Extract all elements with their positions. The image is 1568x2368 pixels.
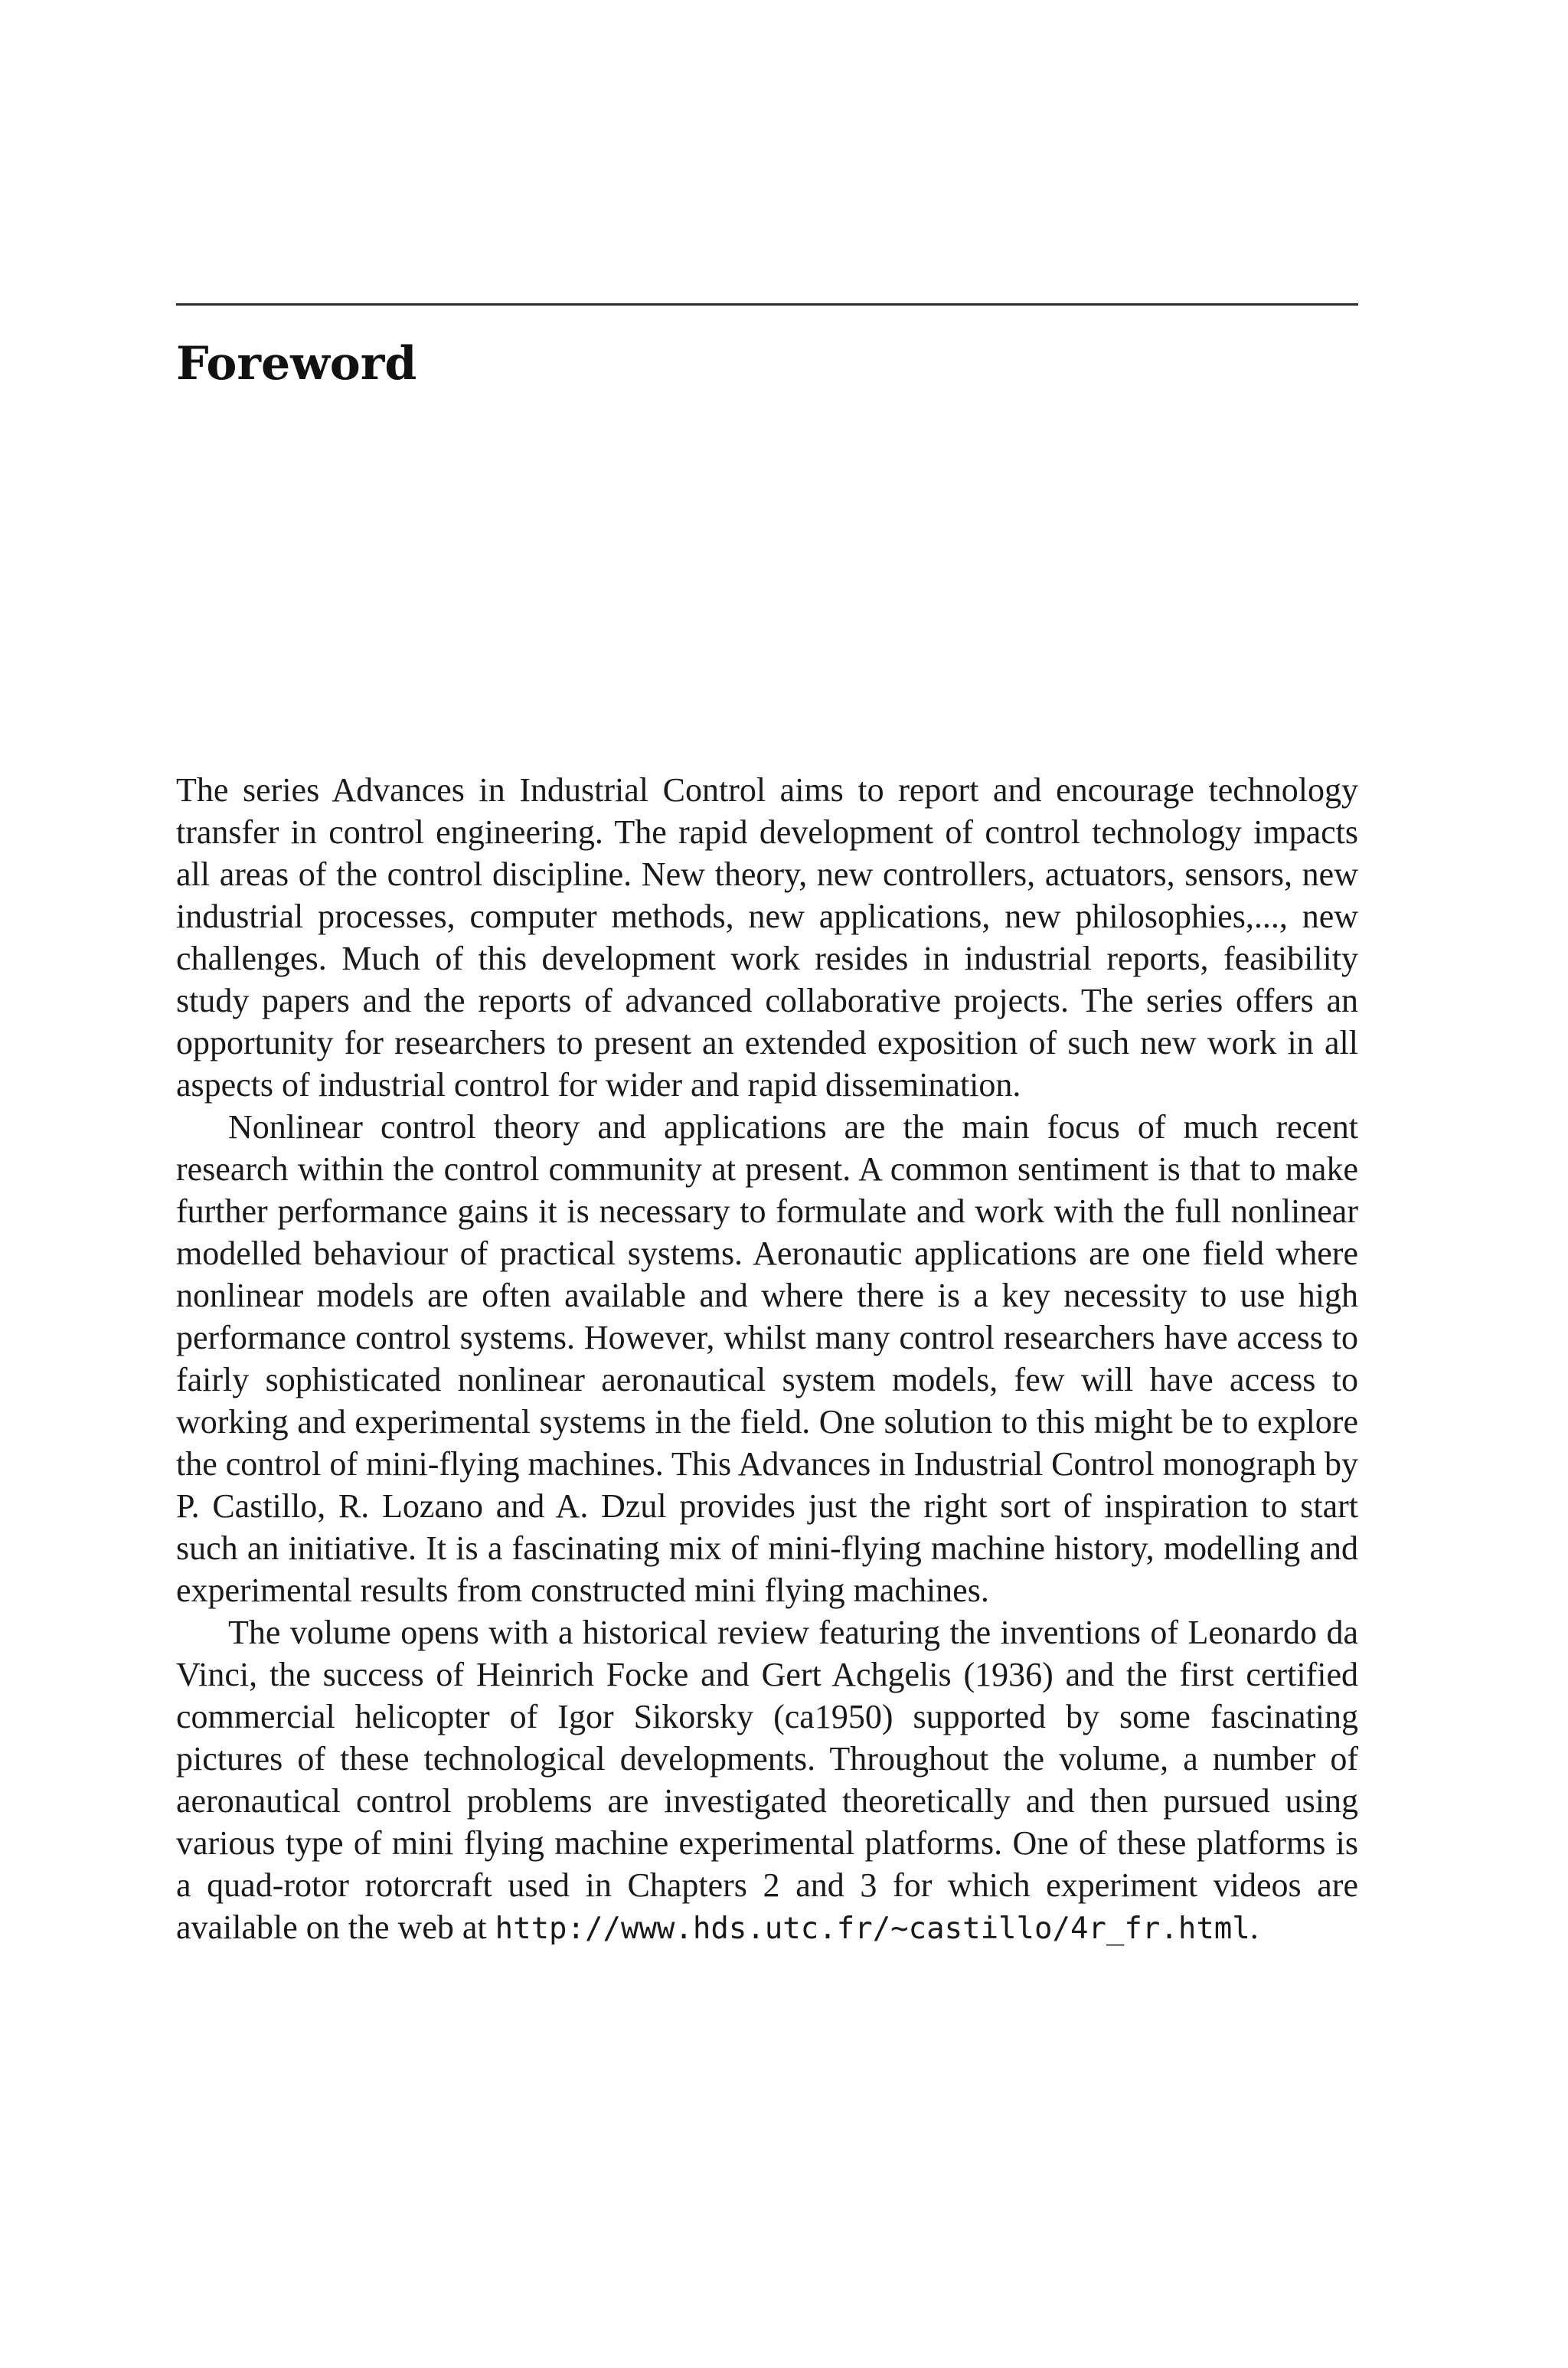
video-url-link[interactable]: http://www.hds.utc.fr/~castillo/4r_fr.html [495, 1912, 1250, 1946]
paragraph-3-text: The volume opens with a historical review featuring the inventions of Leonardo da Vinci, the success of Heinrich Focke and Gert Achgelis (1936) and the first certified commercial helicopter of Igor Sikorsky (ca1950) supported by some fascinating pictures of these technological developments. Throughout the volume, a number of aeronautical control problems are investigated theoretically and then pursued using various type of mini flying machine experimental platforms. One of these platforms is a quad-rotor rotorcraft used in Chapters 2 and 3 for which experiment videos are available on the web at [176, 1614, 1358, 1946]
paragraph-2: Nonlinear control theory and applications are the main focus of much recent research within the control community at present. A common sentiment is that to make further performance gains it is necessary to formulate and work with the full nonlinear modelled behaviour of practical systems. Aeronautic applications are one field where nonlinear models are often available and where there is a key necessity to use high performance control systems. However, whilst many control researchers have access to fairly sophisticated nonlinear aeronautical system models, few will have access to working and experimental systems in the field. One solution to this might be to explore the control of mini-flying machines. This Advances in Industrial Control monograph by P. Castillo, R. Lozano and A. Dzul provides just the right sort of inspiration to start such an initiative. It is a fascinating mix of mini-flying machine history, modelling and experimental results from constructed mini flying machines. [176, 1108, 1358, 1609]
page-title: Foreword [176, 337, 417, 391]
paragraph-1: The series Advances in Industrial Control aims to report and encourage technology transfer in control engineering. The rapid development of control technology impacts all areas of the control discipline. New theory, new controllers, actuators, sensors, new industrial processes, computer methods, new applications, new philosophies,..., new challenges. Much of this development work resides in industrial reports, feasibility study papers and the reports of advanced collaborative projects. The series offers an opportunity for researchers to present an extended exposition of such new work in all aspects of industrial control for wider and rapid dissemination. [176, 771, 1358, 1104]
paragraph-3 [176, 1611, 1358, 1950]
url-trailing-period: . [1250, 1908, 1259, 1946]
foreword-body [176, 769, 1358, 1950]
header-rule [176, 303, 1358, 306]
